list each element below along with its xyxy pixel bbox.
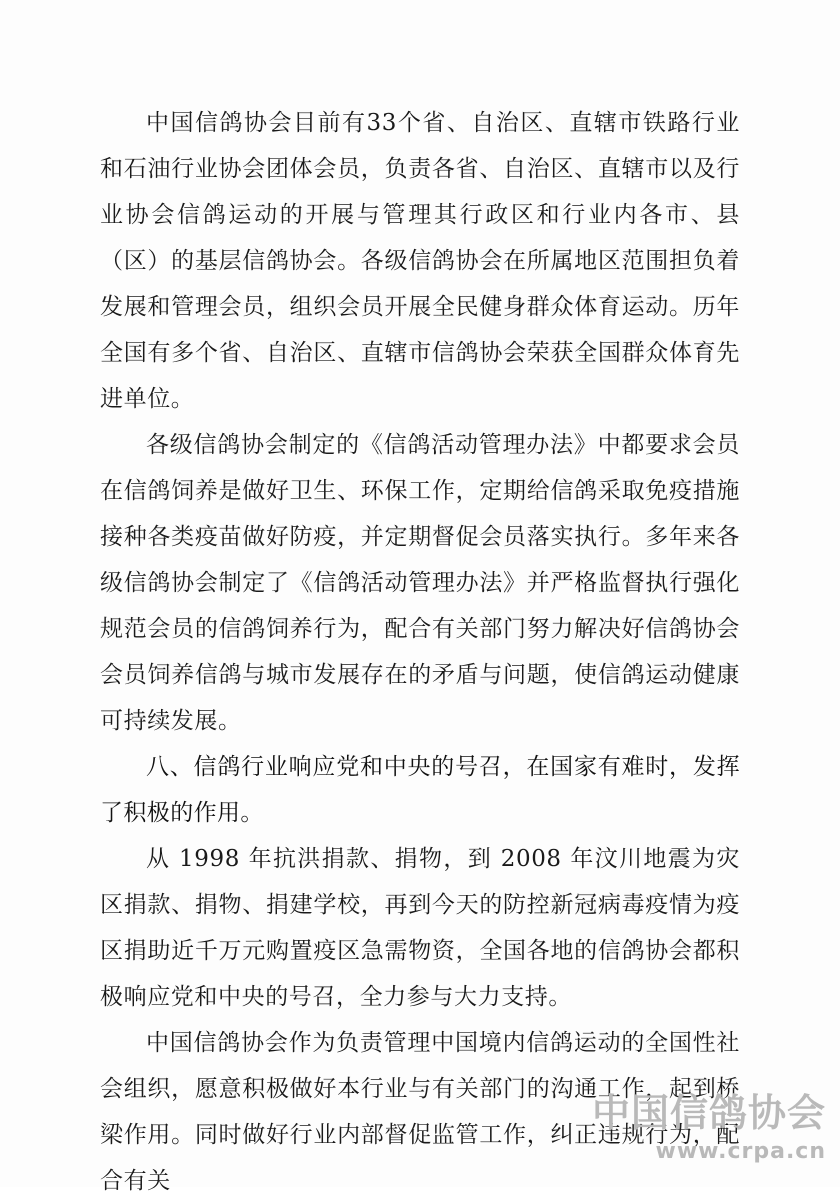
crpa-watermark [586, 1091, 826, 1165]
watermark-url: www.crpa.cn [655, 1139, 826, 1164]
paragraph-donations: 从 1998 年抗洪捐款、捐物，到 2008 年汶川地震为灾区捐款、捐物、捐建学校，再到今天的防控新冠病毒疫情为疫区捐助近千万元购置疫区急需物资，全国各地的信鸽协会都积极响应党和中央的号召，全力参与大力支持。 [100, 846, 740, 1010]
document-body [100, 100, 740, 1204]
watermark-name: 中国信鸽协会 [591, 1091, 826, 1135]
paragraph-member-associations: 中国信鸽协会目前有33个省、自治区、直辖市铁路行业和石油行业协会团体会员，负责各省、自治区、直辖市以及行业协会信鸽运动的开展与管理其行政区和行业内各市、县（区）的基层信鸽协会。各级信鸽协会在所属地区范围担负着发展和管理会员，组织会员开展全民健身群众体育运动。历年全国有多个省、自治区、直辖市信鸽协会荣获全国群众体育先进单位。 [100, 110, 740, 412]
paragraph-national-organization: 中国信鸽协会作为负责管理中国境内信鸽运动的全国性社会组织，愿意积极做好本行业与有关部门的沟通工作，起到桥梁作用。同时做好行业内部督促监管工作，纠正违规行为，配合有关 [100, 1030, 740, 1194]
section-heading-eight: 八、信鸽行业响应党和中央的号召，在国家有难时，发挥了积极的作用。 [100, 754, 740, 826]
paragraph-management-measures: 各级信鸽协会制定的《信鸽活动管理办法》中都要求会员在信鸽饲养是做好卫生、环保工作，定期给信鸽采取免疫措施接种各类疫苗做好防疫，并定期督促会员落实执行。多年来各级信鸽协会制定了《信鸽活动管理办法》并严格监督执行强化规范会员的信鸽饲养行为，配合有关部门努力解决好信鸽协会会员饲养信鸽与城市发展存在的矛盾与问题，使信鸽运动健康可持续发展。 [100, 432, 740, 734]
